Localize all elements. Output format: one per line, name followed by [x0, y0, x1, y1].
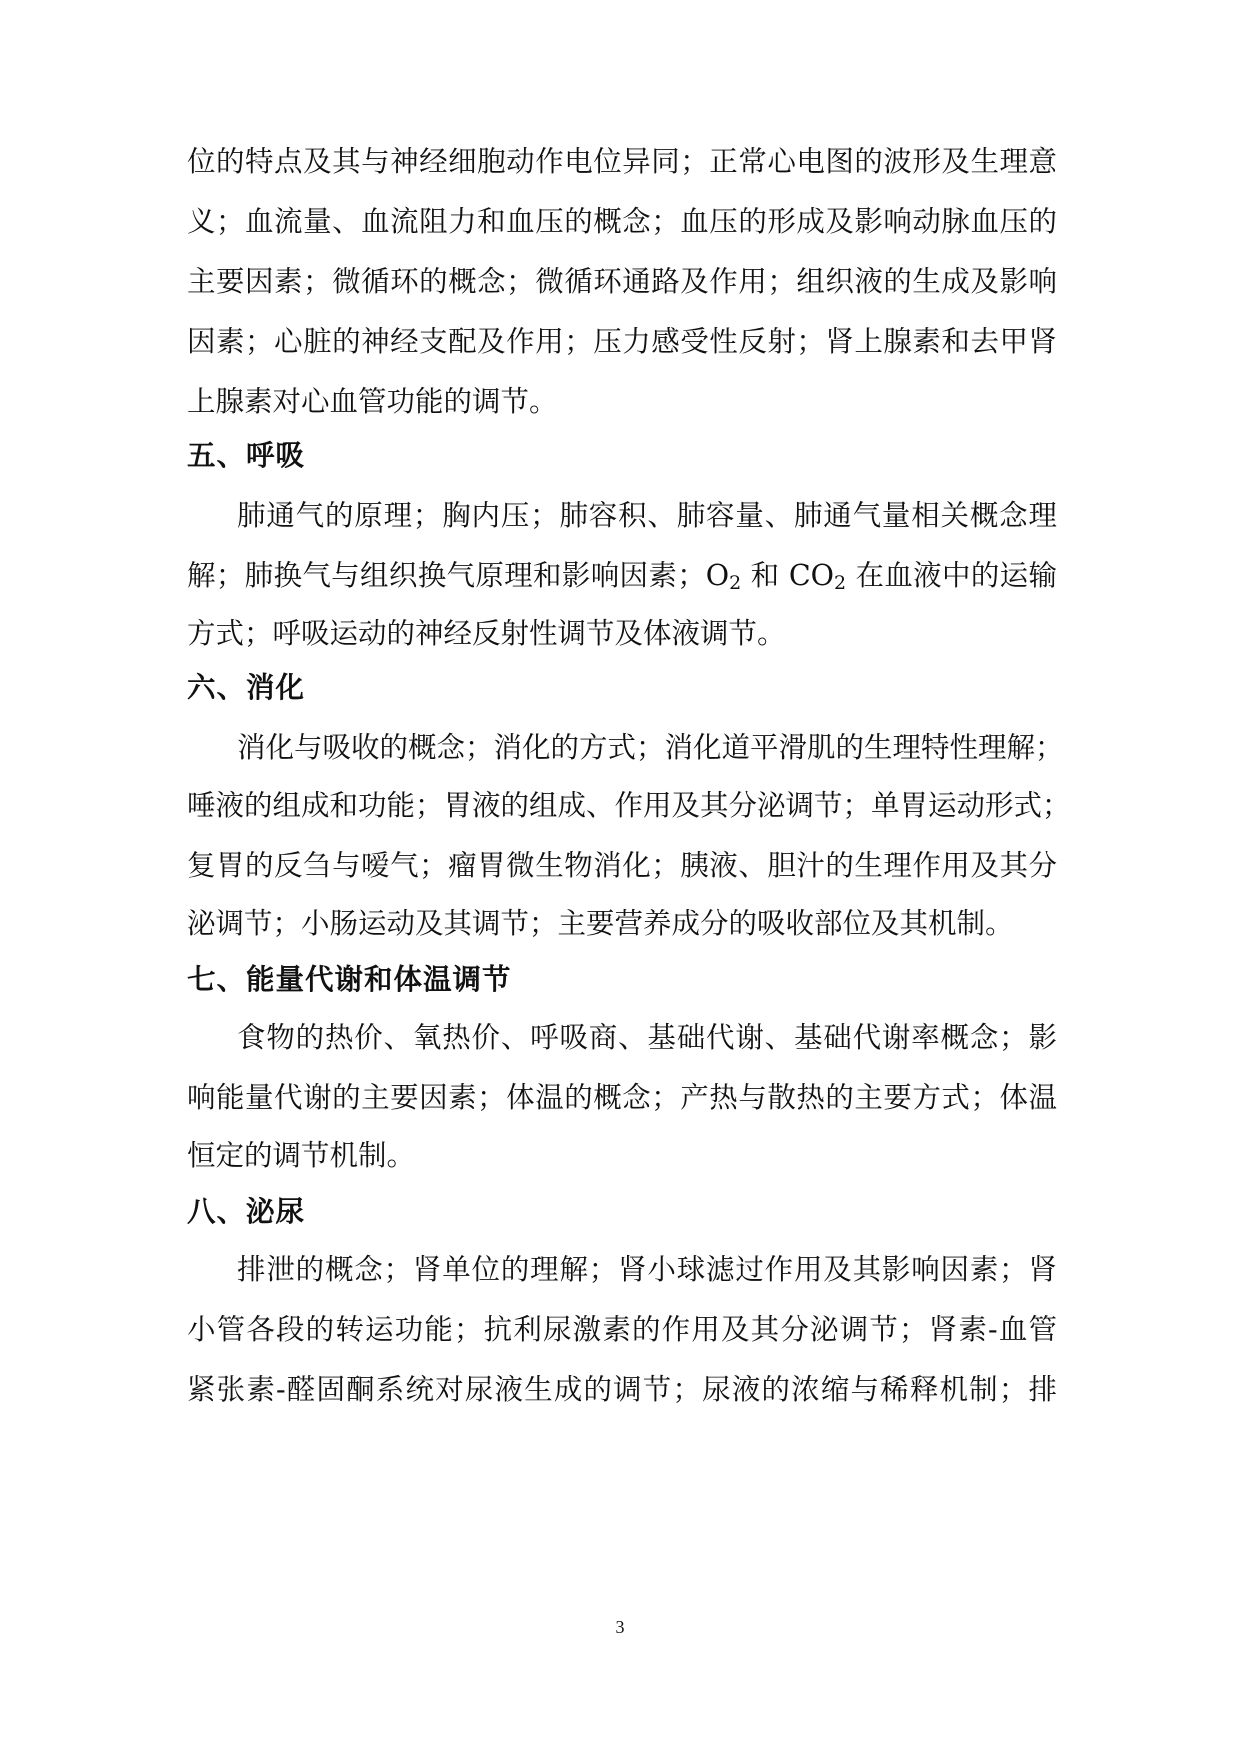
section-heading-urination: 八、泌尿	[187, 1195, 306, 1228]
body-line: 泌调节；小肠运动及其调节；主要营养成分的吸收部位及其机制。	[187, 907, 1014, 940]
body-line: 主要因素；微循环的概念；微循环通路及作用；组织液的生成及影响	[187, 265, 1057, 298]
body-line: 小管各段的转运功能；抗利尿激素的作用及其分泌调节；肾素-血管	[187, 1313, 1057, 1346]
body-line: 义；血流量、血流阻力和血压的概念；血压的形成及影响动脉血压的	[187, 205, 1057, 238]
body-line: 位的特点及其与神经细胞动作电位异同；正常心电图的波形及生理意	[187, 145, 1057, 178]
body-line: 恒定的调节机制。	[187, 1139, 416, 1172]
body-line: 唾液的组成和功能；胃液的组成、作用及其分泌调节；单胃运动形式；	[187, 789, 1071, 822]
body-line: 响能量代谢的主要因素；体温的概念；产热与散热的主要方式；体温	[187, 1081, 1057, 1114]
body-line: 方式；呼吸运动的神经反射性调节及体液调节。	[187, 617, 786, 650]
text-run: 在血液中的运输	[846, 559, 1058, 592]
body-line: 复胃的反刍与嗳气；瘤胃微生物消化；胰液、胆汁的生理作用及其分	[187, 849, 1057, 882]
body-line: 上腺素对心血管功能的调节。	[187, 385, 558, 418]
page-number: 3	[615, 1617, 625, 1637]
section-heading-respiration: 五、呼吸	[187, 439, 306, 472]
body-line: 紧张素-醛固酮系统对尿液生成的调节；尿液的浓缩与稀释机制；排	[187, 1373, 1057, 1406]
body-line: 排泄的概念；肾单位的理解；肾小球滤过作用及其影响因素；肾	[237, 1253, 1057, 1286]
body-line: 因素；心脏的神经支配及作用；压力感受性反射；肾上腺素和去甲肾	[187, 325, 1057, 358]
subscript: 2	[729, 572, 742, 594]
body-line: 消化与吸收的概念；消化的方式；消化道平滑肌的生理特性理解；	[237, 731, 1064, 764]
text-run: 解；肺换气与组织换气原理和影响因素；O	[187, 559, 730, 592]
text-run: 和 CO	[741, 559, 834, 592]
body-line: 肺通气的原理；胸内压；肺容积、肺容量、肺通气量相关概念理	[237, 499, 1057, 532]
subscript: 2	[834, 572, 847, 594]
body-line: 食物的热价、氧热价、呼吸商、基础代谢、基础代谢率概念；影	[237, 1021, 1057, 1054]
section-heading-digestion: 六、消化	[187, 671, 306, 704]
section-heading-energy-metabolism: 七、能量代谢和体温调节	[187, 963, 512, 996]
body-line-with-subscripts	[187, 556, 1057, 596]
